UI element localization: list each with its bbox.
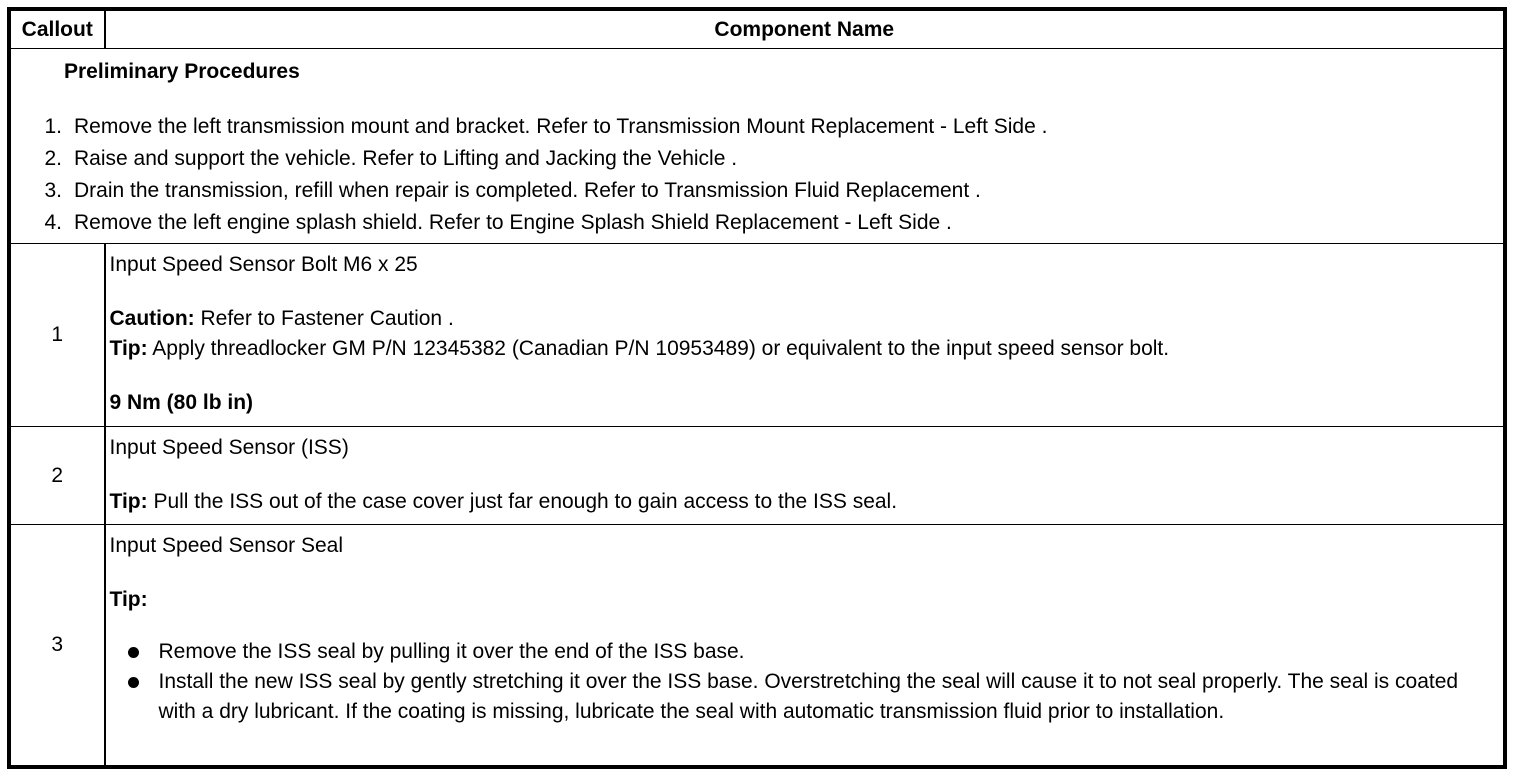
step-text: Remove the left transmission mount and bracket. Refer to Transmission Mount Replacement - Left Side . [74,115,1048,138]
caution-text: Refer to Fastener Caution . [194,307,454,330]
step-text: Remove the left engine splash shield. Refer to Engine Splash Shield Replacement - Left Side . [74,211,952,234]
table-row [11,525,1504,766]
step-number: 2 . [11,143,64,175]
tip-label: Tip: [109,490,148,513]
tip-line [110,487,1500,517]
bullet-text: Remove the ISS seal by pulling it over the end of the ISS base. [158,640,745,663]
preliminary-step [11,111,1503,143]
tip-line [110,334,1500,364]
tip-label: Tip: [109,588,148,611]
step-number: 4 . [11,207,64,239]
step-text: Drain the transmission, refill when repair is completed. Refer to Transmission Fluid Replacement . [74,179,981,202]
preliminary-step [11,175,1503,207]
tip-label: Tip: [109,337,148,360]
bullet-icon [110,667,159,727]
preliminary-title: Preliminary Procedures [64,60,300,83]
preliminary-row [11,49,1504,244]
component-name: Input Speed Sensor Seal [109,534,344,557]
table-row [11,244,1504,427]
component-name: Input Speed Sensor (ISS) [109,436,349,459]
torque-spec: 9 Nm (80 lb in) [109,391,254,414]
header-callout: Callout [11,11,105,49]
preliminary-cell [11,49,1504,244]
bullet-text: Install the new ISS seal by gently stretching it over the ISS base. Overstretching the seal will cause it to not seal properly. The seal is coated with a dry lubricant. If the coating is missing, lubricate the seal with automatic transmission fluid prior to installation. [158,670,1459,723]
caution-line [110,304,1500,334]
callout-number: 1 [11,244,105,427]
component-cell [105,525,1504,766]
bullet-icon [110,637,159,667]
table-row [11,427,1504,525]
step-text: Raise and support the vehicle. Refer to Lifting and Jacking the Vehicle . [74,147,738,170]
step-number: 3 . [11,175,64,207]
preliminary-step [11,143,1503,175]
component-name: Input Speed Sensor Bolt M6 x 25 [109,253,418,276]
tip-text: Apply threadlocker GM P/N 12345382 (Canadian P/N 10953489) or equivalent to the input speed sensor bolt. [147,337,1170,360]
callout-number: 3 [11,525,105,766]
header-row [11,11,1504,49]
preliminary-step [11,207,1503,239]
step-number: 1 . [11,111,64,143]
header-component-name: Component Name [105,11,1504,49]
list-item [110,637,1500,667]
component-cell [105,244,1504,427]
list-item [110,667,1500,727]
callout-number: 2 [11,427,105,525]
caution-label: Caution: [109,307,195,330]
procedure-table-frame [7,7,1507,769]
bullet-list [110,637,1500,727]
component-cell [105,427,1504,525]
procedure-table [10,10,1504,766]
tip-text: Pull the ISS out of the case cover just far enough to gain access to the ISS seal. [147,490,898,513]
